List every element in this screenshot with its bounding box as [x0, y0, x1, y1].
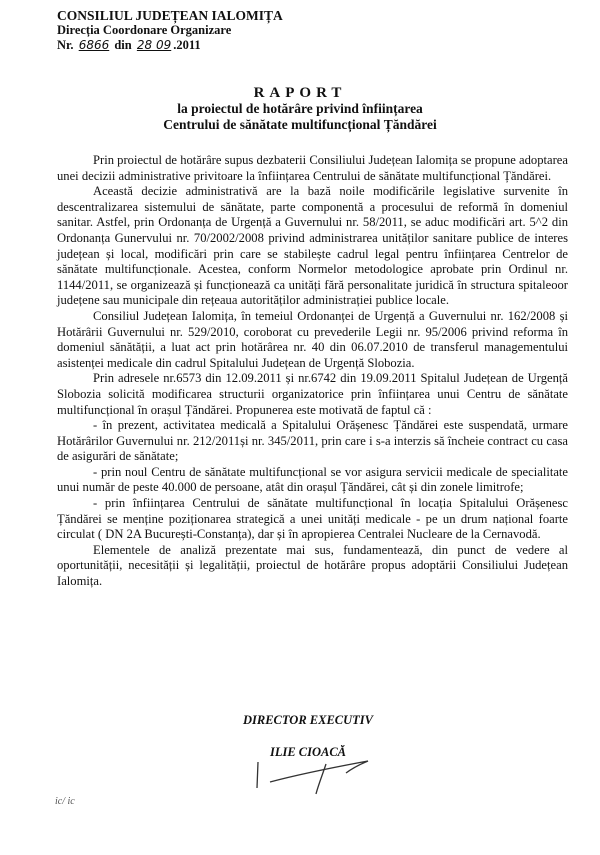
- paragraph: Prin proiectul de hotărâre supus dezbaterii Consiliului Județean Ialomița se propune adoptarea unei decizii administrative privitoare la înființarea Centrului de sănătate multifuncțional Țăndărei.: [57, 153, 568, 183]
- document-body: [57, 153, 568, 590]
- registration-year: .2011: [173, 38, 201, 52]
- title-line-1: la proiectul de hotărâre privind înființarea: [177, 101, 423, 116]
- din-label: din: [114, 38, 132, 52]
- registration-number: 6866: [78, 38, 110, 52]
- organization-name: CONSILIUL JUDEȚEAN IALOMIȚA: [57, 8, 283, 23]
- paragraph: - prin noul Centru de sănătate multifuncțional se vor asigura servicii medicale de specialitate unui număr de peste 40.000 de persoane, atât din orașul Țăndărei, cât și din zonele limitrofe;: [57, 464, 568, 495]
- typist-initials: ic/ ic: [55, 796, 75, 807]
- signature-role: DIRECTOR EXECUTIV: [242, 713, 374, 727]
- paragraph: Prin adresele nr.6573 din 12.09.2011 și nr.6742 din 19.09.2011 Spitalul Județean de Urgență Slobozia solicită modificarea structurii organizatorice prin înființarea unui Centru de sănătate multifuncțional în orașul Țăndărei. Propunerea este motivată de faptul că :: [57, 371, 568, 417]
- paragraph: - în prezent, activitatea medicală a Spitalului Orășenesc Țăndărei este suspendată, urmare Hotărârilor Guvernului nr. 212/2011și nr. 345/2011, prin care i s-a interzis să încheie contract cu casa de asigurări de sănătate;: [57, 418, 568, 464]
- paragraph: Această decizie administrativă are la bază noile modificările legislative survenite în descentralizarea sistemului de sănătate, parte componentă a procesului de reformă în domeniul sanitar. Astfel, prin Ordonanța de Urgență a Guvernului nr. 58/2011, se aduc modificări art. 5^2 din Ordonanța Gunervului nr. 70/2002/2008 privind administrarea unităților sanitare publice de interes județean și local, modificări prin care se stabilește cadrul legal pentru înființarea Centrelor de sănătate multifuncționale. Acestea, conform Normelor metodologice aprobate prin Ordinul nr. 1144/2011, se organizează și funcționează ca unități fără personalitate juridică în structura spitaleoor județene sau municipale din rețeaua autorităților administrației publice locale.: [57, 184, 568, 308]
- paragraph: Consiliul Județean Ialomița, în temeiul Ordonanței de Urgență a Guvernului nr. 162/2008 și Hotărârii Guvernului nr. 529/2010, coroborat cu prevederile Legii nr. 95/2006 privind reforma în domeniul sănătății, a luat act prin hotărârea nr. 40 din 06.07.2010 de transferul managementului asistenței medicale din cadrul Spitalului Județean de Urgență Slobozia.: [57, 308, 568, 370]
- document-title: [0, 85, 600, 133]
- signature-name: ILIE CIOACĂ: [269, 745, 347, 759]
- title-line-2: Centrului de sănătate multifuncțional Țăndărei: [163, 117, 437, 132]
- handwritten-signature: [230, 748, 390, 798]
- document-header: [57, 8, 283, 53]
- nr-label: Nr.: [57, 38, 74, 52]
- title-raport: RAPORT: [253, 85, 347, 101]
- registration-date: 28 09: [136, 38, 172, 52]
- registration-line: [57, 38, 283, 53]
- paragraph: Elementele de analiză prezentate mai sus, fundamentează, din punct de vedere al oportunității, necesității și legalității, proiectul de hotărâre propus adoptării Consiliului Județean Ialomița.: [57, 542, 568, 589]
- department-name: Direcția Coordonare Organizare: [57, 23, 232, 37]
- paragraph: - prin înființarea Centrului de sănătate multifuncțional în locația Spitalului Orășenesc Țăndărei se menține poziționarea strategică a unei unități medicale - pe un drum național foarte circulat ( DN 2A București-Constanța), dar și în apropierea Centralei Nucleare de la Cernavodă.: [57, 496, 568, 542]
